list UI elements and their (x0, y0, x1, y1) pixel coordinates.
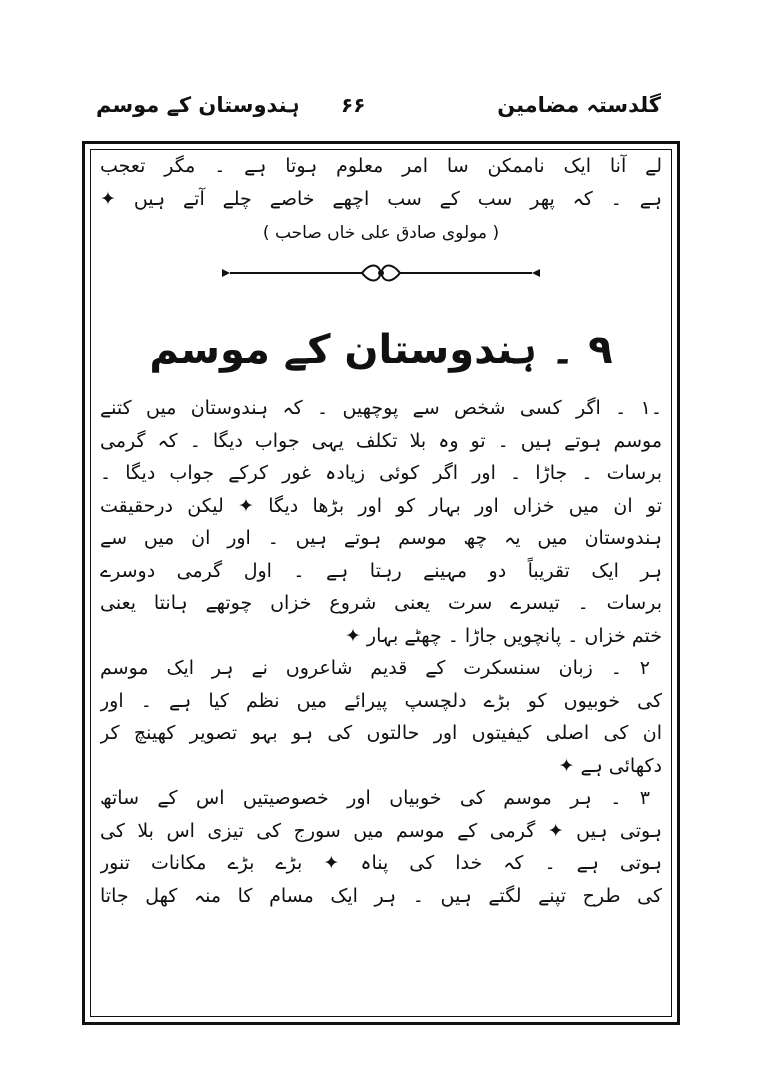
author-attribution: ( مولوی صادق علی خاں صاحب ) (262, 223, 500, 243)
ornamental-divider (100, 260, 662, 286)
text-line: ۲ ۔ زبان سنسکرت کے قدیم شاعروں نے ہر ایک موسم (100, 657, 650, 679)
text-line: کی خوبیوں کو بڑے دلچسپ پیرائے میں نظم کیا ہے ۔ اور (100, 689, 662, 712)
text-line: لے آنا ایک ناممکن سا امر معلوم ہوتا ہے ۔ مگر تعجب (100, 155, 662, 177)
page-number: ۶۶ (341, 93, 366, 117)
body-text (100, 392, 662, 912)
text-line: ختم خزاں ۔ پانچویں جاڑا ۔ چھٹے بہار ✦ (344, 624, 662, 647)
book-running-title: گلدستہ مضامین (497, 93, 661, 117)
continued-text (100, 150, 662, 216)
text-line: برسات ۔ جاڑا ۔ اور اگر کوئی زیادہ غور کرکے جواب دیگا ۔ (100, 462, 662, 484)
text-line: کی طرح تپنے لگتے ہیں ۔ ہر ایک مسام کا منہ کھل جاتا (100, 884, 662, 907)
text-line: تو ان میں خزاں اور بہار کو اور بڑھا دیگا ✦ لیکن درحقیقت (100, 494, 662, 517)
chapter-running-title: ہندوستان کے موسم (96, 93, 300, 117)
text-line: ہوتی ہے ۔ کہ خدا کی پناہ ✦ بڑے بڑے مکانات تنور (100, 852, 662, 874)
text-line: موسم ہوتے ہیں ۔ تو وہ بلا تکلف یہی جواب دیگا ۔ کہ گرمی (100, 429, 662, 452)
chapter-heading: ۹ ۔ ہندوستان کے موسم (149, 327, 613, 373)
text-line: ان کی اصلی کیفیتوں اور حالتوں کی ہو بہو تصویر کھینچ کر (100, 722, 662, 744)
text-line: ۔۱ ۔ اگر کسی شخص سے پوچھیں ۔ کہ ہندوستان میں کتنے (100, 397, 662, 419)
text-line: ہوتی ہیں ✦ گرمی کے موسم میں سورج کی تیزی اس بلا کی (100, 819, 662, 842)
text-line: ہر ایک تقریباً دو مہینے رہتا ہے ۔ اول گرمی دوسرے (100, 559, 662, 582)
text-line: ہندوستان میں یہ چھ موسم ہوتے ہیں ۔ اور ان میں سے (100, 527, 662, 549)
running-header (96, 93, 661, 127)
text-line: دکھائی ہے ✦ (558, 754, 662, 777)
text-line: ۳ ۔ ہر موسم کی خوبیاں اور خصوصیتیں اس کے ساتھ (100, 787, 650, 809)
text-line: ہے ۔ کہ پھر سب کے سب اچھے خاصے چلے آتے ہیں ✦ (100, 188, 662, 210)
text-line: برسات ۔ تیسرے سرت یعنی شروع خزاں چوتھے ہانتا یعنی (100, 592, 662, 614)
page-content (100, 150, 662, 1015)
